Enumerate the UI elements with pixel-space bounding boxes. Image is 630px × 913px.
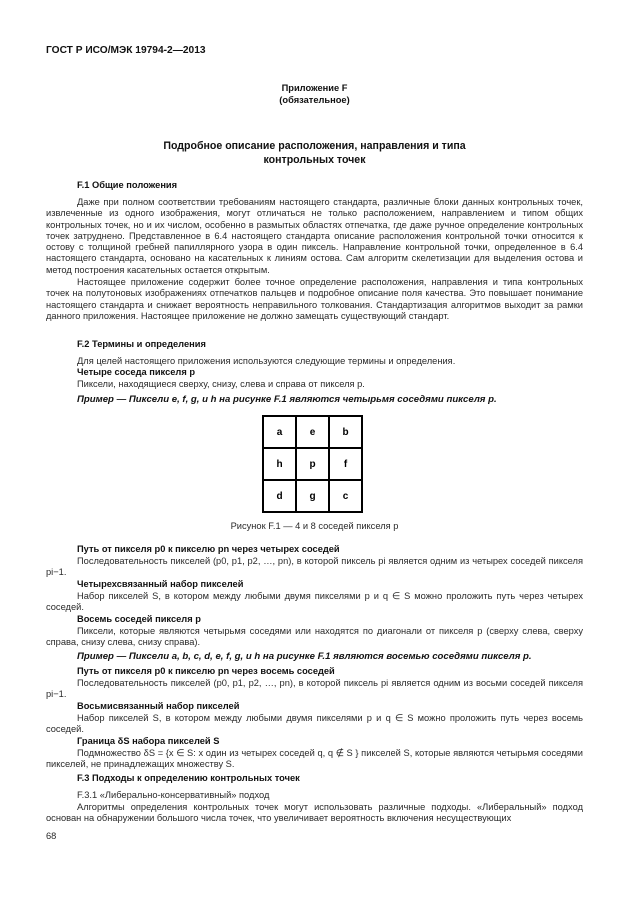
grid-cell: e — [296, 416, 329, 448]
grid-cell: h — [263, 448, 296, 480]
page-title — [46, 139, 583, 167]
annex-status: (обязательное) — [279, 95, 350, 105]
grid-cell: p — [296, 448, 329, 480]
section-f1-heading: F.1 Общие положения — [77, 180, 178, 190]
definition: Последовательность пикселей (p0, p1, p2, …, pn), в которой пиксель pi является одним из четырех соседей пикселя pi−1. — [46, 556, 583, 578]
grid-cell: g — [296, 480, 329, 512]
paragraph: Для целей настоящего приложения используются следующие термины и определения. — [77, 356, 456, 366]
term: Граница δS набора пикселей S — [77, 736, 220, 746]
term: Путь от пикселя p0 к пикселю pn через восемь соседей — [77, 666, 335, 676]
section-f2-heading: F.2 Термины и определения — [77, 339, 206, 349]
paragraph: Алгоритмы определения контрольных точек могут использовать различные подходы. «Либеральный» подход основан на обнаружении большого числа точек, что увеличивает вероятность включения несуществующих — [46, 802, 583, 824]
term: Восемь соседей пикселя p — [77, 614, 201, 624]
term: Четыре соседа пикселя p — [77, 367, 196, 377]
paragraph: Даже при полном соответствии требованиям настоящего стандарта, различные блоки данных контрольных точек, извлеченные из одного изображения, могут отличаться не только расположением, направлением и типом общих контрольных точек, но и их числом, особенно в размытых областях отпечатка, где даже ручное определение контрольных точек затруднено. Представленное в 6.4 настоящего стандарта описание расположения контрольной точки относится к остову с толщиной гребней папиллярного узора в один пиксель. Направление контрольной точки, определенное в 6.4 настоящего стандарта, основано на касательных к линиям остова. Сам алгоритм скелетизации для выделения остова и метод построения касательных остается открытым. — [46, 197, 583, 275]
term: Четырехсвязанный набор пикселей — [77, 579, 244, 589]
pixel-neighbors-figure — [262, 415, 363, 513]
section-f3-heading: F.3 Подходы к определению контрольных точек — [77, 773, 300, 783]
definition: Подмножество δS = {x ∈ S: x один из четырех соседей q, q ∉ S } пикселей S, которые являются четырьмя соседями пикселей, не принадлежащих множеству S. — [46, 748, 583, 770]
term: Восьмисвязанный набор пикселей — [77, 701, 240, 711]
subsection-heading: F.3.1 «Либерально-консервативный» подход — [77, 790, 270, 800]
definition: Последовательность пикселей (p0, p1, p2, …, pn), в которой пиксель pi является одним из восьми соседей пикселя pi−1. — [46, 678, 583, 700]
figure-caption: Рисунок F.1 — 4 и 8 соседей пикселя p — [230, 521, 399, 531]
grid-cell: c — [329, 480, 362, 512]
example: Пример — Пиксели e, f, g, и h на рисунке F.1 являются четырьмя соседями пикселя p. — [77, 394, 497, 405]
annex-label: Приложение F — [281, 83, 348, 93]
grid-cell: a — [263, 416, 296, 448]
definition: Набор пикселей S, в котором между любыми двумя пикселями p и q ∈ S можно проложить путь через четырех соседей. — [46, 591, 583, 613]
grid-cell: b — [329, 416, 362, 448]
definition: Пиксели, которые являются четырьмя соседями или находятся по диагонали от пикселя p (сверху слева, сверху справа, снизу слева, снизу справа). — [46, 626, 583, 648]
definition: Набор пикселей S, в котором между любыми двумя пикселями p и q ∈ S можно проложить путь через восемь соседей. — [46, 713, 583, 735]
grid-cell: f — [329, 448, 362, 480]
paragraph: Настоящее приложение содержит более точное определение расположения, направления и типа контрольных точек на полутоновых изображениях отпечатков пальцев и подробное описание поля качества. Это повышает понимание настоящего стандарта и снижает вероятность неправильного толкования. Стандартизация алгоритмов выходит за рамки данного приложения. Настоящее приложение не должно замещать существующий стандарт. — [46, 277, 583, 321]
title-line: Подробное описание расположения, направления и типа — [163, 140, 466, 152]
definition: Пиксели, находящиеся сверху, снизу, слева и справа от пикселя p. — [77, 379, 365, 389]
page-number: 68 — [46, 831, 57, 841]
document-header: ГОСТ Р ИСО/МЭК 19794-2—2013 — [46, 45, 206, 56]
example: Пример — Пиксели a, b, c, d, e, f, g, и h на рисунке F.1 являются восемью соседями пикселя p. — [77, 651, 532, 662]
title-line: контрольных точек — [263, 154, 366, 166]
term: Путь от пикселя p0 к пикселю pn через четырех соседей — [77, 544, 340, 554]
grid-cell: d — [263, 480, 296, 512]
